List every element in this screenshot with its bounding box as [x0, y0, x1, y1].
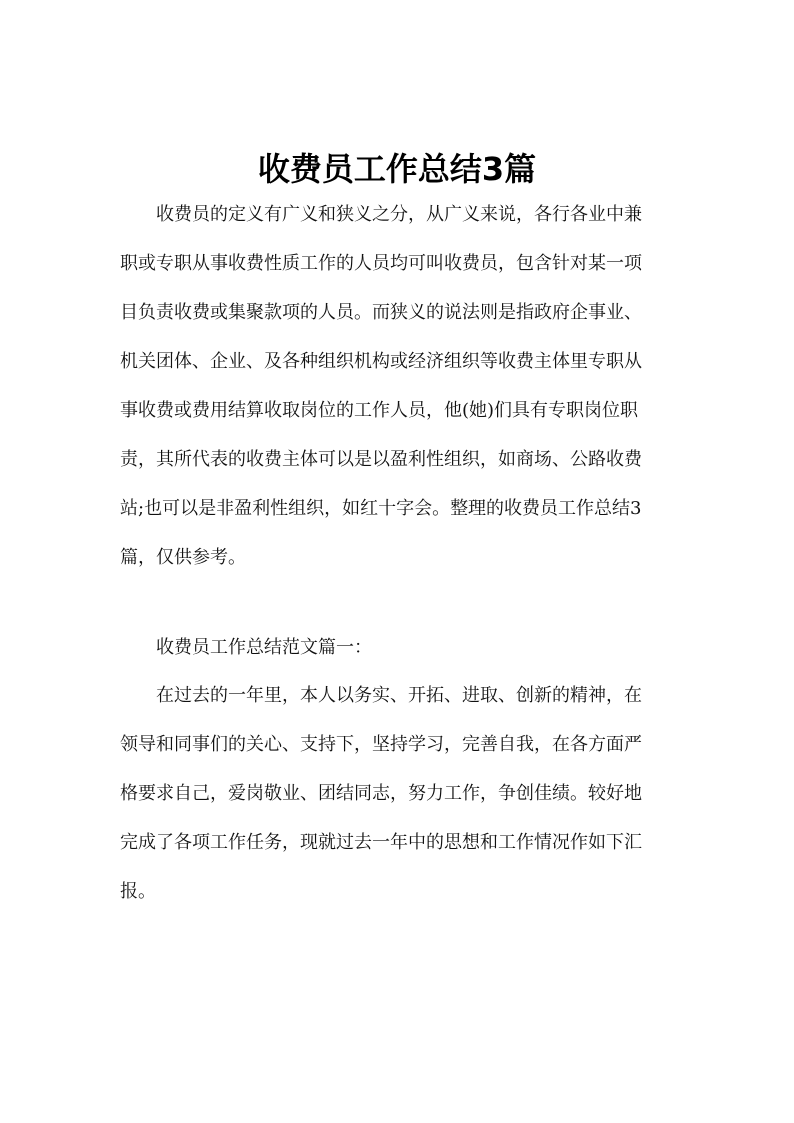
body-line-3: 格要求自己，爱岗敬业、团结同志，努力工作，争创佳绩。较好地: [120, 783, 642, 804]
document-title: 收费员工作总结3篇: [257, 150, 537, 188]
intro-line-6: 责，其所代表的收费主体可以是以盈利性组织，如商场、公路收费: [120, 449, 642, 470]
body-line-5: 报。: [120, 881, 156, 902]
section-heading: 收费员工作总结范文篇一：: [156, 637, 372, 658]
intro-line-5: 事收费或费用结算收取岗位的工作人员，他(她)们具有专职岗位职: [120, 400, 639, 421]
body-line-2: 领导和同事们的关心、支持下，坚持学习，完善自我，在各方面严: [120, 734, 642, 755]
intro-line-1: 收费员的定义有广义和狭义之分，从广义来说，各行各业中兼: [156, 204, 642, 225]
body-line-4: 完成了各项工作任务，现就过去一年中的思想和工作情况作如下汇: [120, 832, 642, 853]
intro-line-4: 机关团体、企业、及各种组织机构或经济组织等收费主体里专职从: [120, 351, 642, 372]
body-line-1: 在过去的一年里，本人以务实、开拓、进取、创新的精神，在: [156, 685, 642, 706]
intro-line-7: 站;也可以是非盈利性组织，如红十字会。整理的收费员工作总结3: [120, 498, 642, 519]
intro-line-2: 职或专职从事收费性质工作的人员均可叫收费员，包含针对某一项: [120, 253, 642, 274]
intro-line-3: 目负责收费或集聚款项的人员。而狭义的说法则是指政府企事业、: [120, 302, 642, 323]
intro-line-8: 篇，仅供参考。: [120, 547, 246, 568]
